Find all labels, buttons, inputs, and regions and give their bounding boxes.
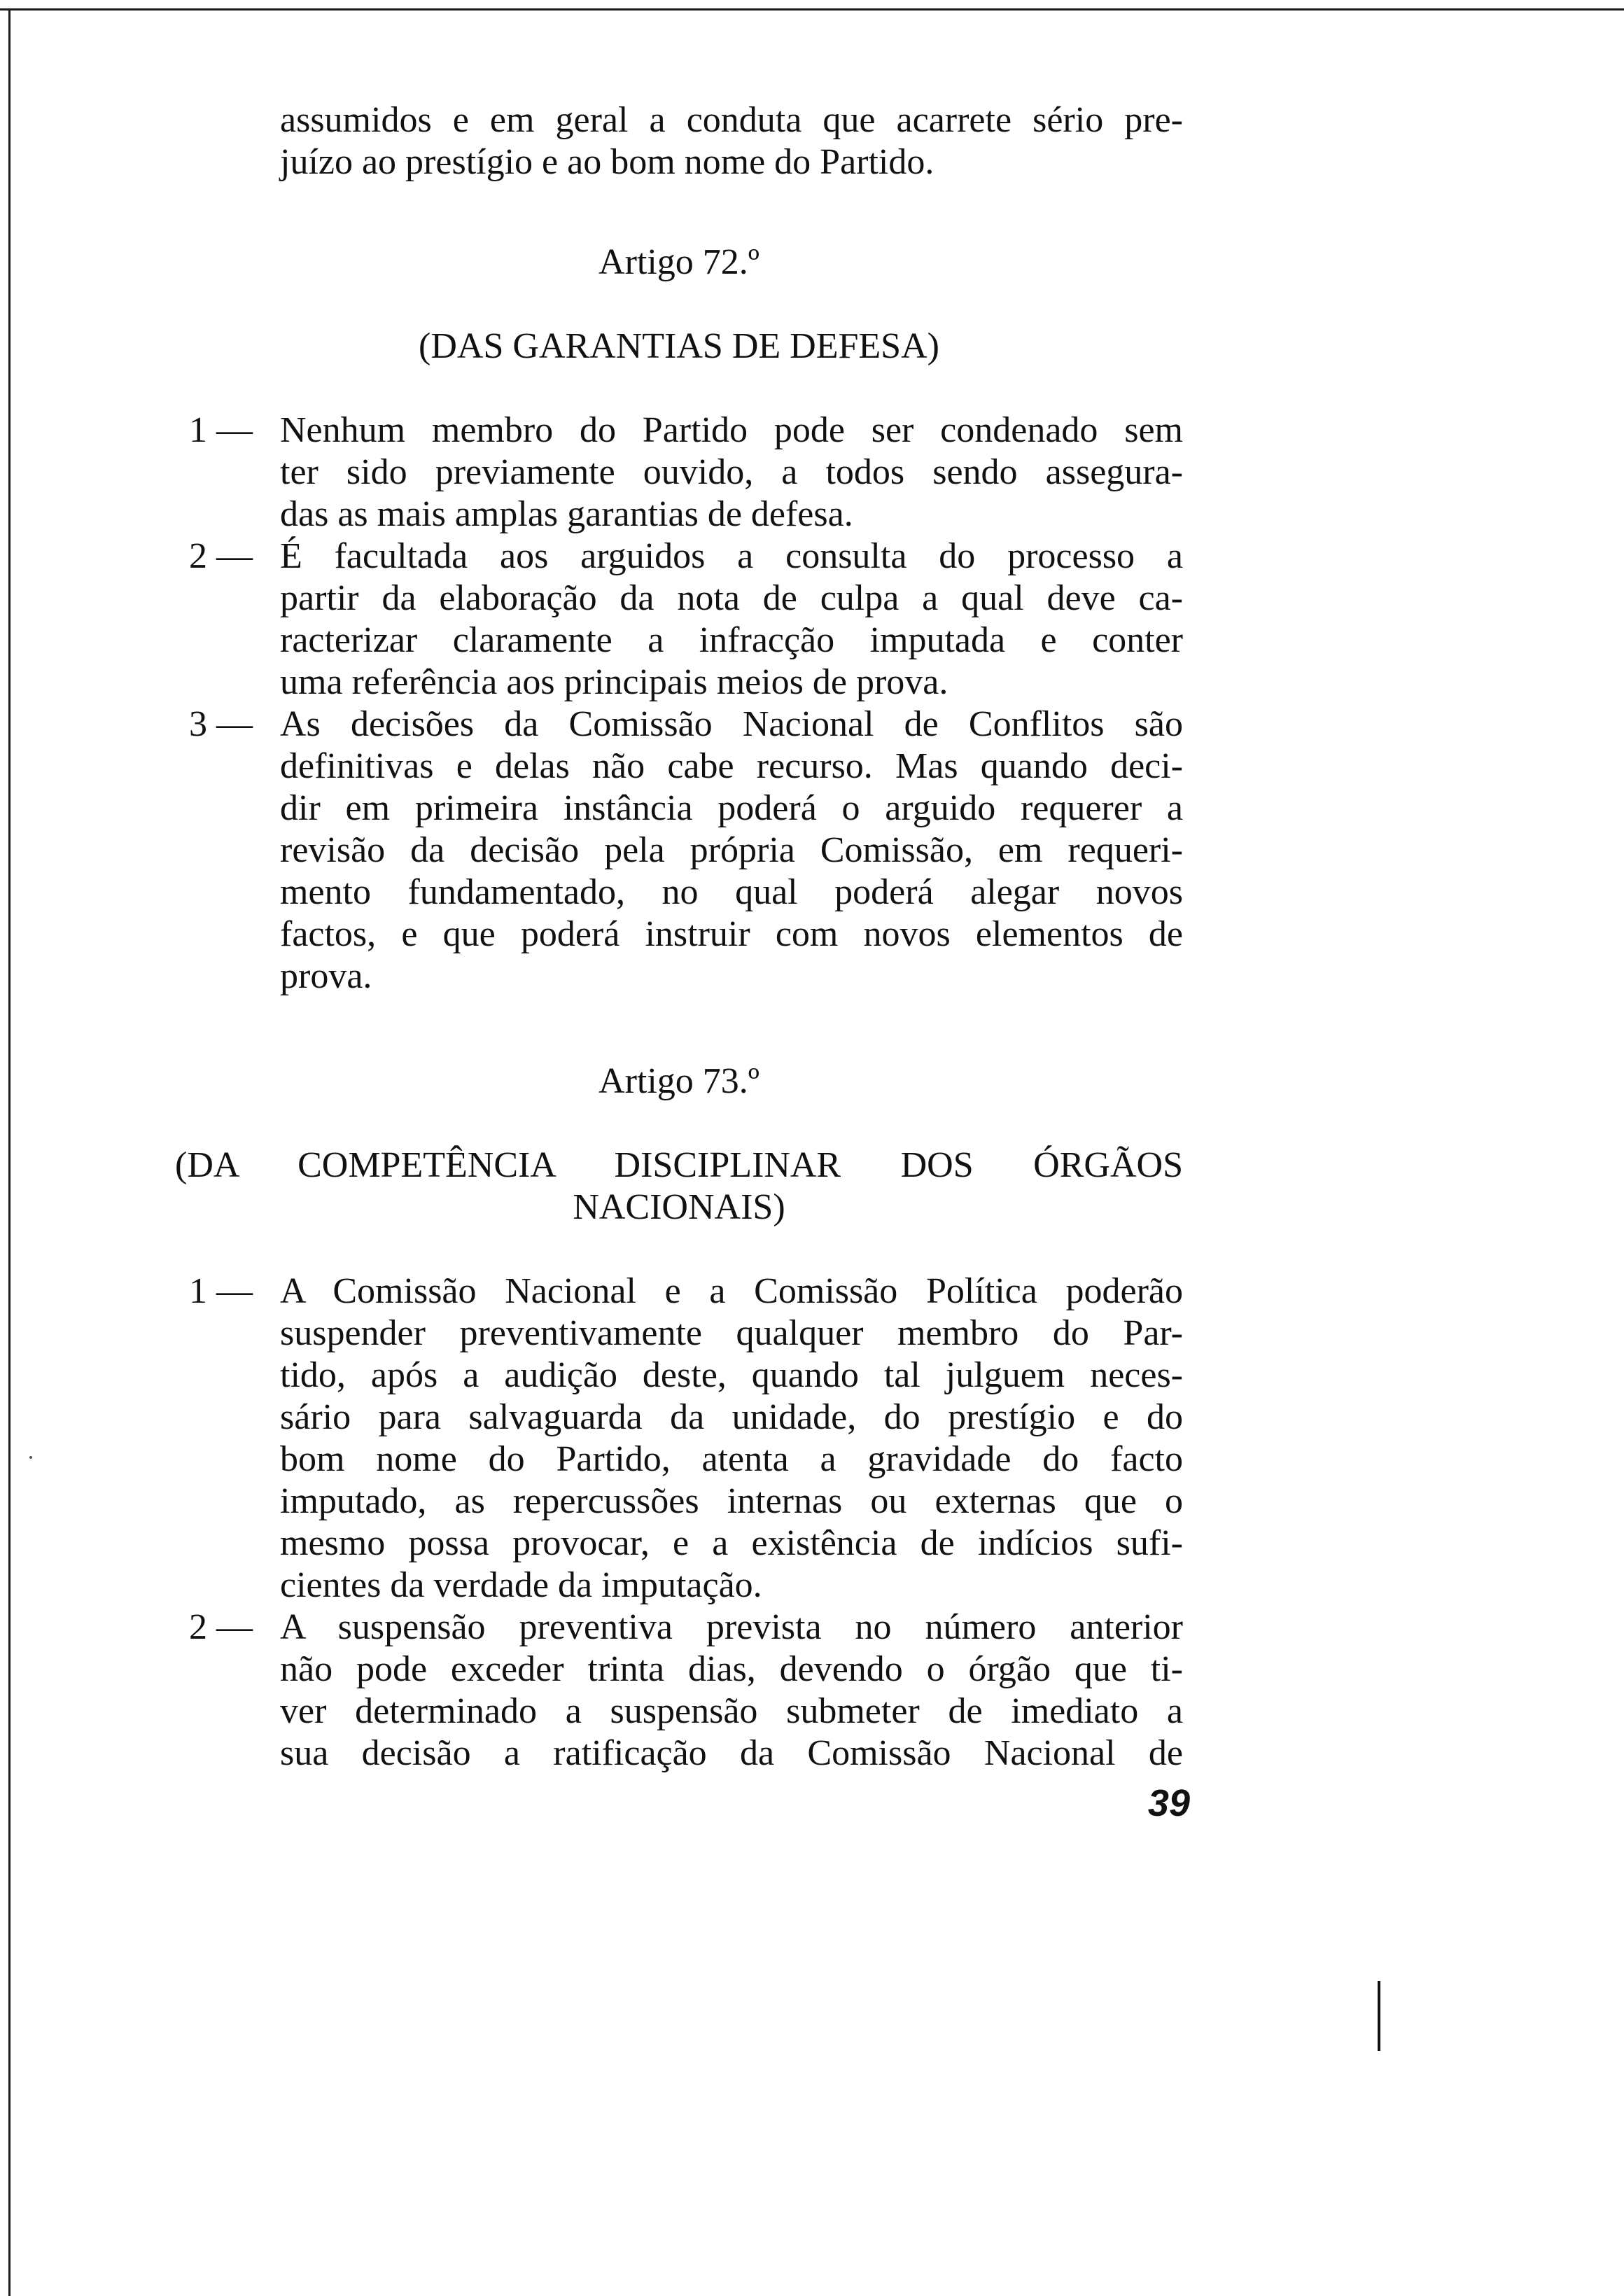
text-line: dir em primeira instância poderá o arguido requerer a (280, 788, 1183, 828)
scan-speck (29, 1456, 32, 1459)
text-line: partir da elaboração da nota de culpa a qual deve ca- (280, 578, 1183, 618)
item-number: 2 — (189, 536, 253, 576)
text-line: É facultada aos arguidos a consulta do processo a (280, 536, 1183, 576)
text-line: A suspensão preventiva prevista no número anterior (280, 1607, 1183, 1647)
item-number: 1 — (189, 410, 253, 450)
scan-mark (1378, 1981, 1380, 2051)
text-line: A Comissão Nacional e a Comissão Política poderão (280, 1271, 1183, 1311)
text-line: imputado, as repercussões internas ou externas que o (280, 1481, 1183, 1521)
text-line: das as mais amplas garantias de defesa. (280, 494, 853, 534)
text-line: não pode exceder trinta dias, devendo o órgão que ti- (280, 1649, 1183, 1689)
article-73-title: Artigo 73.º (598, 1061, 760, 1101)
item-number: 2 — (189, 1607, 253, 1647)
text-line: juízo ao prestígio e ao bom nome do Partido. (280, 142, 934, 182)
text-line: tido, após a audição deste, quando tal julguem neces- (280, 1355, 1183, 1395)
text-line: sua decisão a ratificação da Comissão Nacional de (280, 1733, 1183, 1773)
text-line: definitivas e delas não cabe recurso. Mas quando deci- (280, 746, 1183, 786)
text-line: mesmo possa provocar, e a existência de indícios sufi- (280, 1523, 1183, 1563)
text-line: As decisões da Comissão Nacional de Conflitos são (280, 704, 1183, 744)
text-line: Nenhum membro do Partido pode ser condenado sem (280, 410, 1183, 450)
text-line: mento fundamentado, no qual poderá alegar novos (280, 872, 1183, 912)
item-number: 1 — (189, 1271, 253, 1311)
item-number: 3 — (189, 704, 253, 744)
page-border-left (8, 8, 10, 2296)
text-line: ver determinado a suspensão submeter de imediato a (280, 1691, 1183, 1731)
text-line: factos, e que poderá instruir com novos elementos de (280, 914, 1183, 954)
article-72-title: Artigo 72.º (598, 242, 760, 282)
text-line: sário para salvaguarda da unidade, do prestígio e do (280, 1397, 1183, 1437)
text-line: revisão da decisão pela própria Comissão, em requeri- (280, 830, 1183, 870)
page-border-top (0, 8, 1624, 10)
article-73-subtitle (175, 1144, 1183, 1228)
text-line: prova. (280, 956, 372, 996)
text-line: uma referência aos principais meios de prova. (280, 662, 948, 702)
text-line: assumidos e em geral a conduta que acarrete sério pre- (280, 100, 1183, 140)
page-number: 39 (1147, 1782, 1190, 1824)
text-line: cientes da verdade da imputação. (280, 1565, 762, 1605)
text-line: bom nome do Partido, atenta a gravidade do facto (280, 1439, 1183, 1479)
text-line: ter sido previamente ouvido, a todos sendo assegura- (280, 452, 1183, 492)
intro-paragraph (280, 99, 1183, 183)
article-72-subtitle: (DAS GARANTIAS DE DEFESA) (419, 326, 939, 366)
text-line: suspender preventivamente qualquer membro do Par- (280, 1313, 1183, 1353)
subtitle-line: NACIONAIS) (573, 1187, 785, 1227)
subtitle-line: (DA COMPETÊNCIA DISCIPLINAR DOS ÓRGÃOS (175, 1145, 1183, 1185)
text-line: racterizar claramente a infracção imputada e conter (280, 620, 1183, 660)
